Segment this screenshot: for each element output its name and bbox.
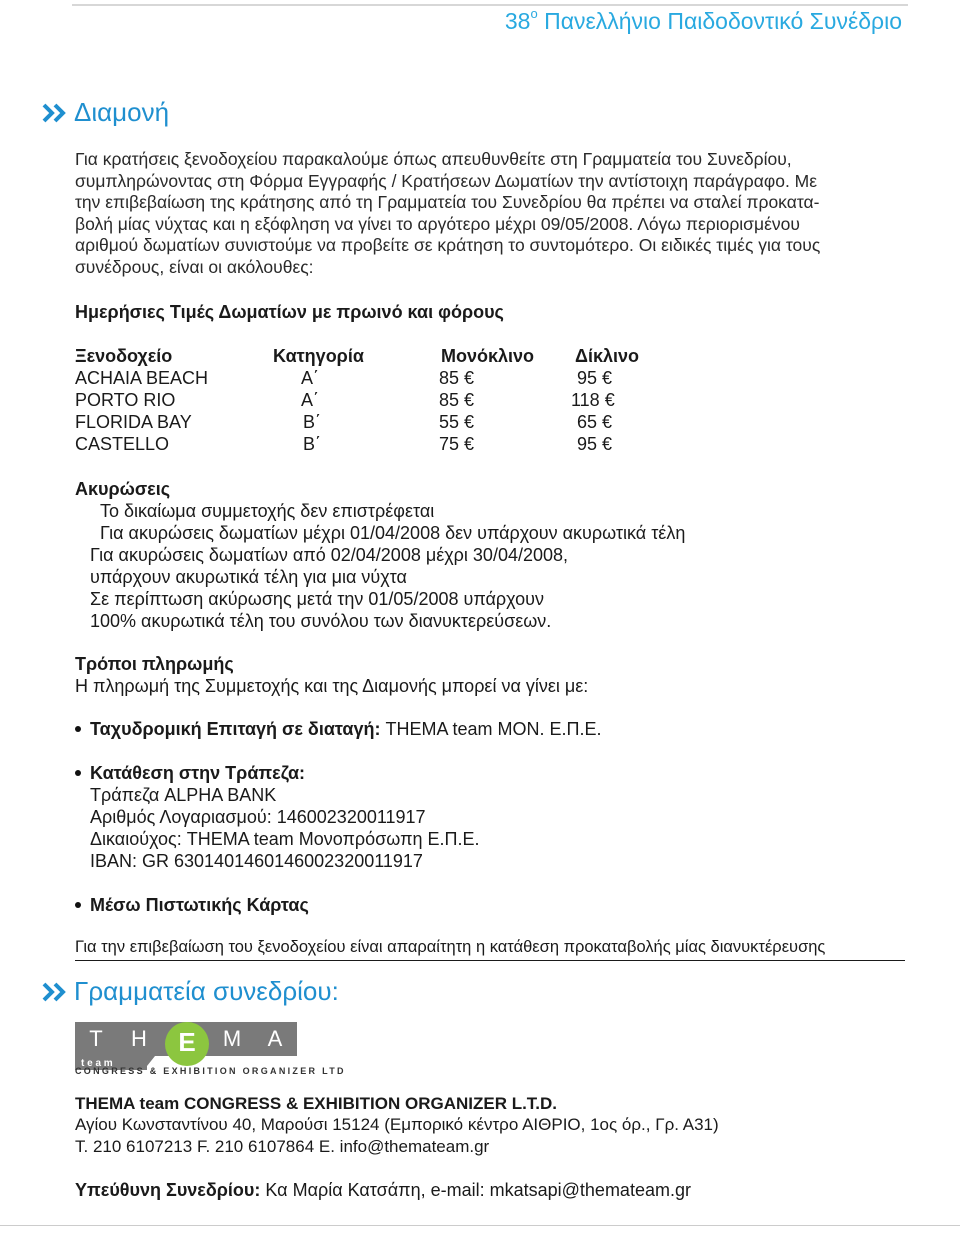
cancellation-line: Για ακυρώσεις δωματίων από 02/04/2008 μέχρι 30/04/2008, — [90, 545, 569, 565]
stay-heading-text: Διαμονή — [74, 97, 170, 127]
paragraph-line: αριθμού δωματίων συνιστούμε να προβείτε σε κράτηση το συντομότερο. Οι ειδικές τιμές για τους — [75, 235, 821, 255]
double-price: 95 € — [577, 434, 613, 454]
single-price: 85 € — [439, 368, 475, 388]
cancellation-line: Για ακυρώσεις δωματίων μέχρι 01/04/2008 δεν υπάρχουν ακυρωτικά τέλη — [100, 523, 686, 543]
deposit-note: Για την επιβεβαίωση του ξενοδοχείου είναι απαραίτητη η κατάθεση προκαταβολής μίας διανυκτέρευσης — [75, 938, 905, 961]
hotel-category: B΄ — [303, 434, 321, 454]
responsible-person — [75, 1180, 691, 1201]
bullet-icon — [75, 726, 81, 732]
thema-team-logo — [75, 1022, 297, 1070]
secretariat-section-heading — [42, 976, 339, 1007]
logo-letter: E — [178, 1027, 196, 1057]
double-price: 65 € — [577, 412, 613, 432]
logo-letter: M — [222, 1026, 242, 1051]
logo-letter: A — [267, 1026, 283, 1051]
responsible-value: Κα Μαρία Κατσάπη, e-mail: mkatsapi@themateam.gr — [260, 1180, 691, 1200]
hotel-name: FLORIDA BAY — [75, 412, 192, 432]
footer-rule — [0, 1225, 960, 1226]
hotel-name: PORTO RIO — [75, 390, 176, 410]
paragraph-line: βολή μίας νύχτας και η εξόφληση να γίνει το αργότερο μέχρι 09/05/2008. Λόγω περιορισμένου — [75, 213, 800, 234]
table-row — [75, 434, 675, 456]
postal-order-value: THEMA team ΜΟΝ. Ε.Π.Ε. — [380, 719, 602, 739]
header-text: Πανελλήνιο Παιδοδοντικό Συνέδριο — [537, 8, 902, 34]
company-contact: T. 210 6107213 F. 210 6107864 E. info@themateam.gr — [75, 1137, 490, 1156]
table-header-row — [75, 346, 675, 368]
header-ordinal: ο — [530, 6, 538, 22]
bank-deposit-item — [75, 763, 305, 784]
bank-name: Τράπεζα ALPHA BANK — [90, 785, 277, 805]
logo-letter: T — [89, 1026, 103, 1051]
company-name: THEMA team CONGRESS & EXHIBITION ORGANIZER L.T.D. — [75, 1094, 558, 1113]
double-price: 95 € — [577, 368, 613, 388]
rates-title: Ημερήσιες Τιμές Δωματίων με πρωινό και φόρους — [75, 302, 504, 322]
responsible-label: Υπεύθυνη Συνεδρίου: — [75, 1180, 261, 1200]
double-chevron-icon — [42, 102, 72, 124]
stay-paragraph — [75, 149, 895, 278]
single-price: 75 € — [439, 434, 475, 454]
hotel-category: A΄ — [301, 390, 319, 410]
paragraph-line: συνέδρους, είναι οι ακόλουθες: — [75, 256, 314, 277]
company-address: Αγίου Κωνσταντίνου 40, Μαρούσι 15124 (Εμπορικό κέντρο ΑΙΘΡΙΟ, 1ος όρ., Γρ. Α31) — [75, 1115, 719, 1134]
paragraph-line: Για κρατήσεις ξενοδοχείου παρακαλούμε όπως απευθυνθείτε στη Γραμματεία του Συνεδρίου, — [75, 149, 792, 169]
paragraph-line: συμπληρώνοντας στη Φόρμα Εγγραφής / Κρατήσεων Δωματίων την αντίστοιχη παράγραφο. Με — [75, 170, 818, 191]
payment-title: Τρόποι πληρωμής — [75, 654, 234, 674]
cancellation-line: Το δικαίωμα συμμετοχής δεν επιστρέφεται — [100, 501, 435, 521]
page-header-title — [505, 8, 902, 35]
header-number: 38 — [504, 8, 531, 34]
hotel-category: B΄ — [303, 412, 321, 432]
postal-order-label: Ταχυδρομική Επιταγή σε διαταγή: — [90, 719, 381, 739]
cancellations-title: Ακυρώσεις — [75, 479, 171, 499]
single-price: 55 € — [439, 412, 475, 432]
table-row — [75, 390, 675, 412]
hotel-name: CASTELLO — [75, 434, 170, 454]
beneficiary: Δικαιούχος: THEMA team Μονοπρόσωπη Ε.Π.Ε. — [90, 829, 480, 849]
payment-intro: Η πληρωμή της Συμμετοχής και της Διαμονής μπορεί να γίνει με: — [75, 676, 589, 696]
credit-card-label: Μέσω Πιστωτικής Κάρτας — [90, 895, 309, 915]
cancellation-line: 100% ακυρωτικά τέλη του συνόλου των διανυκτερεύσεων. — [90, 611, 552, 631]
col-hotel-header: Ξενοδοχείο — [75, 346, 173, 366]
col-single-header: Μονόκλινο — [441, 346, 535, 366]
table-row — [75, 412, 675, 434]
cancellation-line: Σε περίπτωση ακύρωσης μετά την 01/05/2008 υπάρχουν — [90, 589, 544, 609]
account-number: Αριθμός Λογαριασμού: 146002320011917 — [90, 807, 426, 827]
double-chevron-icon — [42, 981, 72, 1003]
col-double-header: Δίκλινο — [575, 346, 639, 366]
credit-card-item — [75, 895, 309, 916]
bank-deposit-label: Κατάθεση στην Τράπεζα: — [90, 763, 306, 783]
secretariat-heading-text: Γραμματεία συνεδρίου: — [74, 976, 339, 1006]
col-category-header: Κατηγορία — [273, 346, 364, 366]
bullet-icon — [75, 902, 81, 908]
header-rule — [72, 4, 908, 6]
postal-order-item — [75, 719, 602, 740]
paragraph-line: την επιβεβαίωση της κράτησης από τη Γραμματεία του Συνεδρίου θα πρέπει να σταλεί προκατα- — [75, 192, 820, 212]
logo-word: t e a m — [81, 1058, 113, 1069]
logo-subtitle: CONGRESS & EXHIBITION ORGANIZER LTD — [75, 1066, 346, 1076]
cancellation-line: υπάρχουν ακυρωτικά τέλη για μια νύχτα — [90, 567, 407, 587]
hotel-name: ACHAIA BEACH — [75, 368, 209, 388]
hotel-category: A΄ — [301, 368, 319, 388]
stay-section-heading — [42, 97, 169, 128]
single-price: 85 € — [439, 390, 475, 410]
bullet-icon — [75, 770, 81, 776]
logo-letter: H — [131, 1026, 147, 1051]
iban: IBAN: GR 6301401460146002320011917 — [90, 851, 423, 871]
table-row — [75, 368, 675, 390]
double-price: 118 € — [571, 390, 615, 410]
